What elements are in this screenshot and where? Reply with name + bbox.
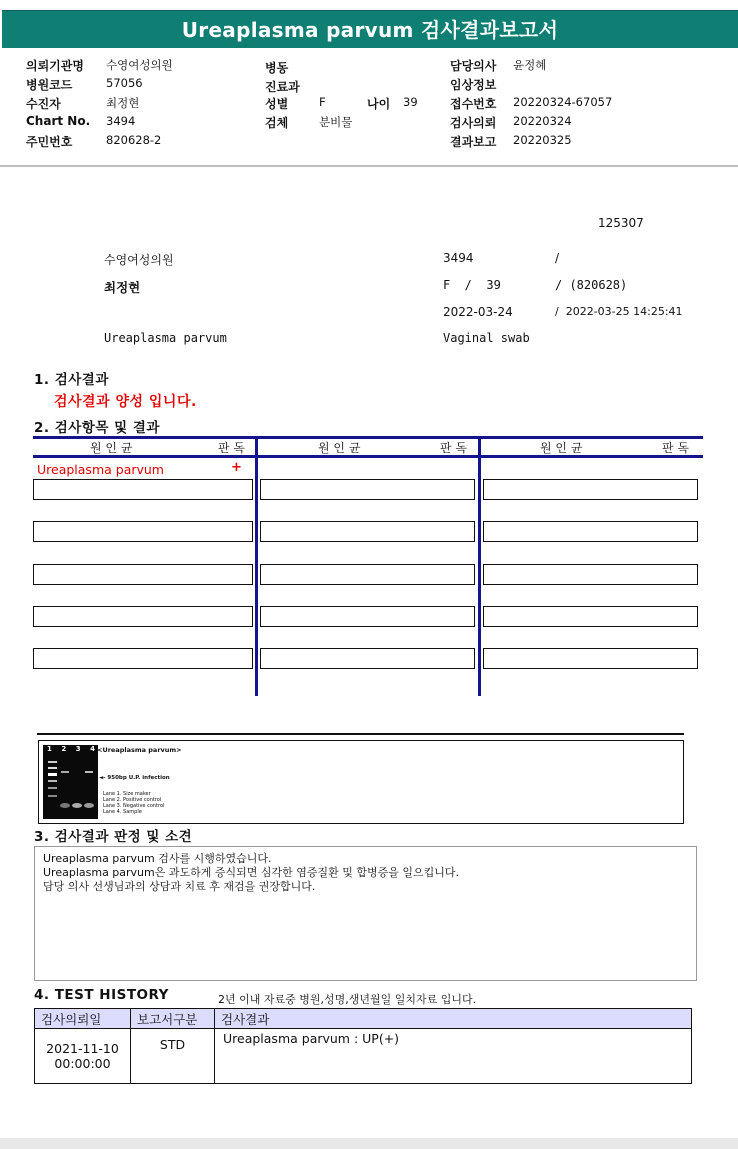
result-judgement: + bbox=[231, 460, 242, 475]
specimen-label: 검체 bbox=[265, 116, 289, 130]
primer-blob bbox=[60, 803, 70, 808]
info-chart: 3494 bbox=[443, 251, 474, 265]
info-report-time: / 2022-03-25 14:25:41 bbox=[555, 305, 683, 318]
col3-judgement-header: 판 독 bbox=[662, 441, 689, 455]
history-date: 2021-11-10 bbox=[46, 1041, 119, 1056]
ladder-band bbox=[48, 767, 57, 769]
age-label: 나이 bbox=[367, 97, 391, 111]
primer-blob bbox=[72, 803, 82, 808]
empty-cell bbox=[33, 648, 253, 669]
lane-number: 1 bbox=[47, 745, 52, 753]
section1-title: 1. 검사결과 bbox=[34, 372, 109, 388]
hospital-code-value: 57056 bbox=[106, 76, 143, 90]
specimen-value: 분비물 bbox=[319, 115, 353, 129]
info-clinic: 수영여성의원 bbox=[104, 253, 174, 267]
report-date-value: 20220325 bbox=[513, 133, 572, 147]
empty-cell bbox=[483, 521, 698, 542]
age-value: 39 bbox=[403, 95, 418, 109]
result-positive-text: 검사결과 양성 입니다. bbox=[54, 394, 197, 410]
history-col-type: 보고서구분 bbox=[131, 1009, 215, 1029]
footer-bar bbox=[0, 1138, 738, 1149]
positive-control-band bbox=[61, 771, 69, 773]
ladder-band bbox=[48, 787, 57, 789]
opinion-line: 담당 의사 선생님과의 상담과 치료 후 재검을 권장합니다. bbox=[43, 880, 316, 893]
history-note: 2년 이내 자료중 병원,성명,생년월일 일치자료 입니다. bbox=[218, 993, 477, 1006]
dept-label: 진료과 bbox=[265, 80, 300, 94]
sample-band bbox=[85, 771, 93, 773]
empty-cell bbox=[483, 564, 698, 585]
empty-cell bbox=[260, 564, 475, 585]
clinical-info-label: 임상정보 bbox=[450, 78, 497, 92]
result-pathogen: Ureaplasma parvum bbox=[37, 462, 164, 477]
hospital-code-label: 병원코드 bbox=[26, 78, 73, 92]
empty-cell bbox=[260, 521, 475, 542]
report-title: Ureaplasma parvum 검사결과보고서 bbox=[2, 10, 738, 48]
history-col-result: 검사결과 bbox=[215, 1009, 692, 1029]
empty-cell bbox=[483, 648, 698, 669]
receipt-no-value: 20220324-67057 bbox=[513, 95, 613, 109]
clinic-value: 수영여성의원 bbox=[106, 58, 173, 72]
info-test-name: Ureaplasma parvum bbox=[104, 331, 227, 345]
section2-title: 2. 검사항목 및 결과 bbox=[34, 420, 160, 436]
history-time: 00:00:00 bbox=[54, 1056, 111, 1071]
empty-cell bbox=[260, 606, 475, 627]
gel-legend-item: Lane 3. Negative control bbox=[103, 803, 165, 809]
gel-caption: <Ureaplasma parvum> bbox=[97, 746, 182, 754]
request-date-label: 검사의뢰 bbox=[450, 116, 497, 130]
resident-no-value: 820628-2 bbox=[106, 133, 162, 147]
ward-label: 병동 bbox=[265, 61, 289, 75]
history-result: Ureaplasma parvum : UP(+) bbox=[215, 1029, 692, 1084]
gel-legend-item: Lane 2. Positive control bbox=[103, 797, 162, 803]
request-date-value: 20220324 bbox=[513, 114, 572, 128]
opinion-line: Ureaplasma parvum 검사를 시행하였습니다. bbox=[43, 852, 272, 865]
info-birth: / (820628) bbox=[555, 278, 628, 292]
section3-title: 3. 검사결과 판정 및 소견 bbox=[34, 829, 193, 845]
gel-legend-item: Lane 4. Sample bbox=[103, 809, 142, 815]
info-specimen: Vaginal swab bbox=[443, 331, 530, 345]
gel-legend-item: Lane 1. Size maker bbox=[103, 791, 151, 797]
col3-pathogen-header: 원 인 균 bbox=[540, 441, 583, 455]
info-slash: / bbox=[555, 251, 560, 265]
gel-band-label: ◄- 950bp U.P. infection bbox=[99, 775, 170, 781]
section4-title: 4. TEST HISTORY bbox=[34, 987, 169, 1003]
chart-no-value: 3494 bbox=[106, 114, 136, 128]
grid-header-line bbox=[33, 455, 703, 458]
info-request-date: 2022-03-24 bbox=[443, 305, 513, 319]
empty-cell bbox=[483, 479, 698, 500]
id-number: 125307 bbox=[598, 216, 644, 230]
chart-no-label: Chart No. bbox=[26, 114, 91, 128]
lane-number: 2 bbox=[61, 745, 67, 753]
history-date-cell bbox=[35, 1029, 131, 1084]
empty-cell bbox=[33, 521, 253, 542]
col1-judgement-header: 판 독 bbox=[218, 441, 245, 455]
ladder-band bbox=[48, 795, 57, 797]
opinion-line: Ureaplasma parvum은 과도하게 증식되면 심각한 염증질환 및 합병증을 일으킵니다. bbox=[43, 866, 459, 879]
info-patient: 최정현 bbox=[104, 280, 141, 295]
lane-number: 4 bbox=[90, 745, 95, 753]
grid-divider-1 bbox=[255, 436, 258, 696]
col2-judgement-header: 판 독 bbox=[440, 441, 467, 455]
receipt-no-label: 접수번호 bbox=[450, 97, 497, 111]
info-sex-age: F / 39 bbox=[443, 278, 501, 292]
table-row bbox=[35, 1029, 692, 1084]
lane-number: 3 bbox=[75, 745, 81, 753]
opinion-box bbox=[34, 846, 697, 981]
patient-label: 수진자 bbox=[26, 97, 61, 111]
history-type: STD bbox=[131, 1029, 215, 1084]
patient-value: 최정현 bbox=[106, 96, 140, 110]
empty-cell bbox=[33, 479, 253, 500]
doctor-label: 담당의사 bbox=[450, 59, 497, 73]
ladder-band bbox=[48, 780, 57, 782]
gel-legend bbox=[103, 791, 164, 815]
col2-pathogen-header: 원 인 균 bbox=[318, 441, 361, 455]
history-col-date: 검사의뢰일 bbox=[35, 1009, 131, 1029]
sex-value: F bbox=[319, 95, 326, 109]
history-table bbox=[34, 1008, 692, 1084]
gel-image bbox=[43, 745, 98, 819]
empty-cell bbox=[260, 479, 475, 500]
empty-cell bbox=[483, 606, 698, 627]
ladder-band bbox=[48, 773, 57, 776]
gel-panel bbox=[38, 740, 684, 824]
empty-cell bbox=[33, 606, 253, 627]
clinic-label: 의뢰기관명 bbox=[26, 59, 84, 73]
sex-label: 성별 bbox=[265, 97, 289, 111]
grid-divider-2 bbox=[478, 436, 481, 696]
grid-top-line bbox=[33, 436, 703, 439]
primer-blob bbox=[84, 803, 94, 808]
doctor-value: 윤정혜 bbox=[513, 58, 547, 72]
col1-pathogen-header: 원 인 균 bbox=[90, 441, 133, 455]
report-date-label: 결과보고 bbox=[450, 135, 497, 149]
empty-cell bbox=[33, 564, 253, 585]
resident-no-label: 주민번호 bbox=[26, 135, 73, 149]
empty-cell bbox=[260, 648, 475, 669]
gel-top-rule bbox=[37, 733, 684, 735]
ladder-band bbox=[48, 761, 57, 763]
history-header-row bbox=[35, 1009, 692, 1029]
